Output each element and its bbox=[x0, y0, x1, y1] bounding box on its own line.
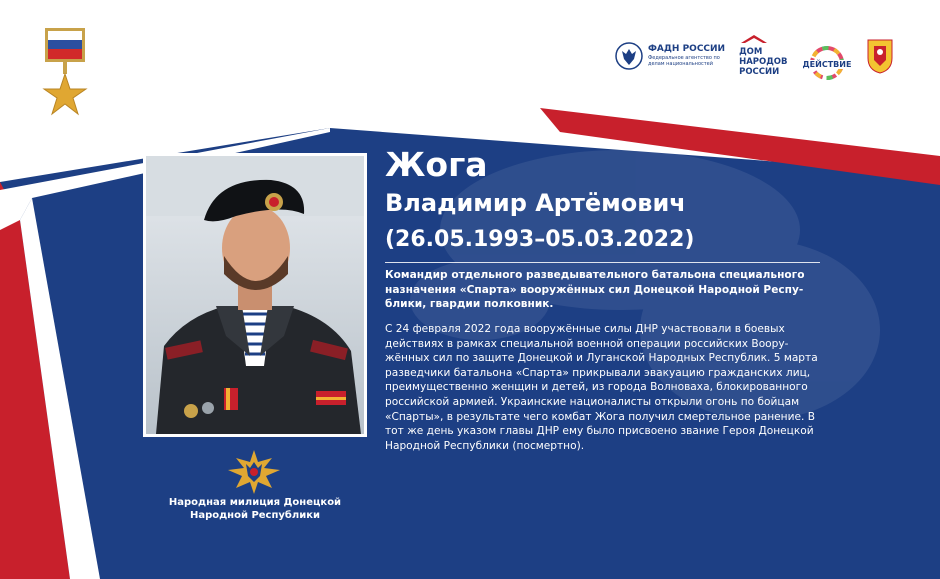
partner-logos bbox=[615, 34, 894, 77]
brand-title bbox=[102, 42, 227, 108]
hero-given-names: Владимир Артёмович bbox=[385, 189, 686, 217]
hero-rank: Командир отдельного разведывательного батальона специального назначения «Спарта» вооружённых сил Донецкой Народной Республики, гвардии полковник. bbox=[385, 269, 805, 311]
militia-emblem-icon bbox=[222, 448, 286, 494]
dom-narodov-logo bbox=[739, 34, 787, 77]
portrait-illustration bbox=[146, 156, 364, 434]
hero-dates: (26.05.1993–05.03.2022) bbox=[385, 227, 695, 252]
hero-surname: Жога bbox=[385, 145, 488, 184]
gold-star-medal-icon bbox=[42, 26, 88, 124]
dnr-line-1: ДОМ bbox=[739, 47, 763, 57]
unit-name bbox=[150, 496, 360, 522]
hero-portrait bbox=[143, 153, 367, 437]
brand-line-2: ГЕРОЕВ bbox=[102, 75, 227, 108]
double-headed-eagle-icon bbox=[615, 41, 643, 71]
hero-biography: С 24 февраля 2022 года вооружённые силы ДНР участвовали в боевых действиях в рамках специальной военной операции российских Вооружённых сил по защите Донецкой и Луганской Народных Республик. 5 марта разведчики батальона «Спарта» прикрывали эвакуацию гражданских лиц, преимущественно женщин и детей, из города Волноваха, блокированного российской армией. Украинские националисты открыли огонь по бойцам «Спарты», в результате чего комбат Жога получил смертельное ранение. В тот же день указом главы ДНР ему было присвоено звание Героя Донецкой Народной Республики (посмертно). bbox=[385, 323, 818, 452]
fadn-title: ФАДН РОССИИ bbox=[648, 44, 726, 54]
deistvie-logo bbox=[802, 43, 853, 69]
kirov-coat-of-arms-icon bbox=[866, 38, 894, 74]
dnr-line-2: НАРОДОВ bbox=[739, 57, 788, 67]
divider bbox=[385, 262, 820, 263]
house-roof-icon bbox=[739, 34, 769, 44]
hashtags: #ZaРоссию #ZнатьКаждому bbox=[105, 110, 251, 120]
deistvie-label: ДЕЙСТВИЕ bbox=[802, 59, 852, 69]
unit-name-line-1: Народная милиция Донецкой bbox=[168, 497, 342, 508]
dnr-line-3: РОССИИ bbox=[739, 67, 780, 77]
unit-name-line-2: Народной Республики bbox=[189, 510, 321, 521]
brand-line-1: ПРО bbox=[102, 42, 172, 75]
fadn-logo bbox=[615, 41, 725, 71]
fadn-subtitle: Федеральное агентство по делам национальностей bbox=[648, 55, 720, 67]
